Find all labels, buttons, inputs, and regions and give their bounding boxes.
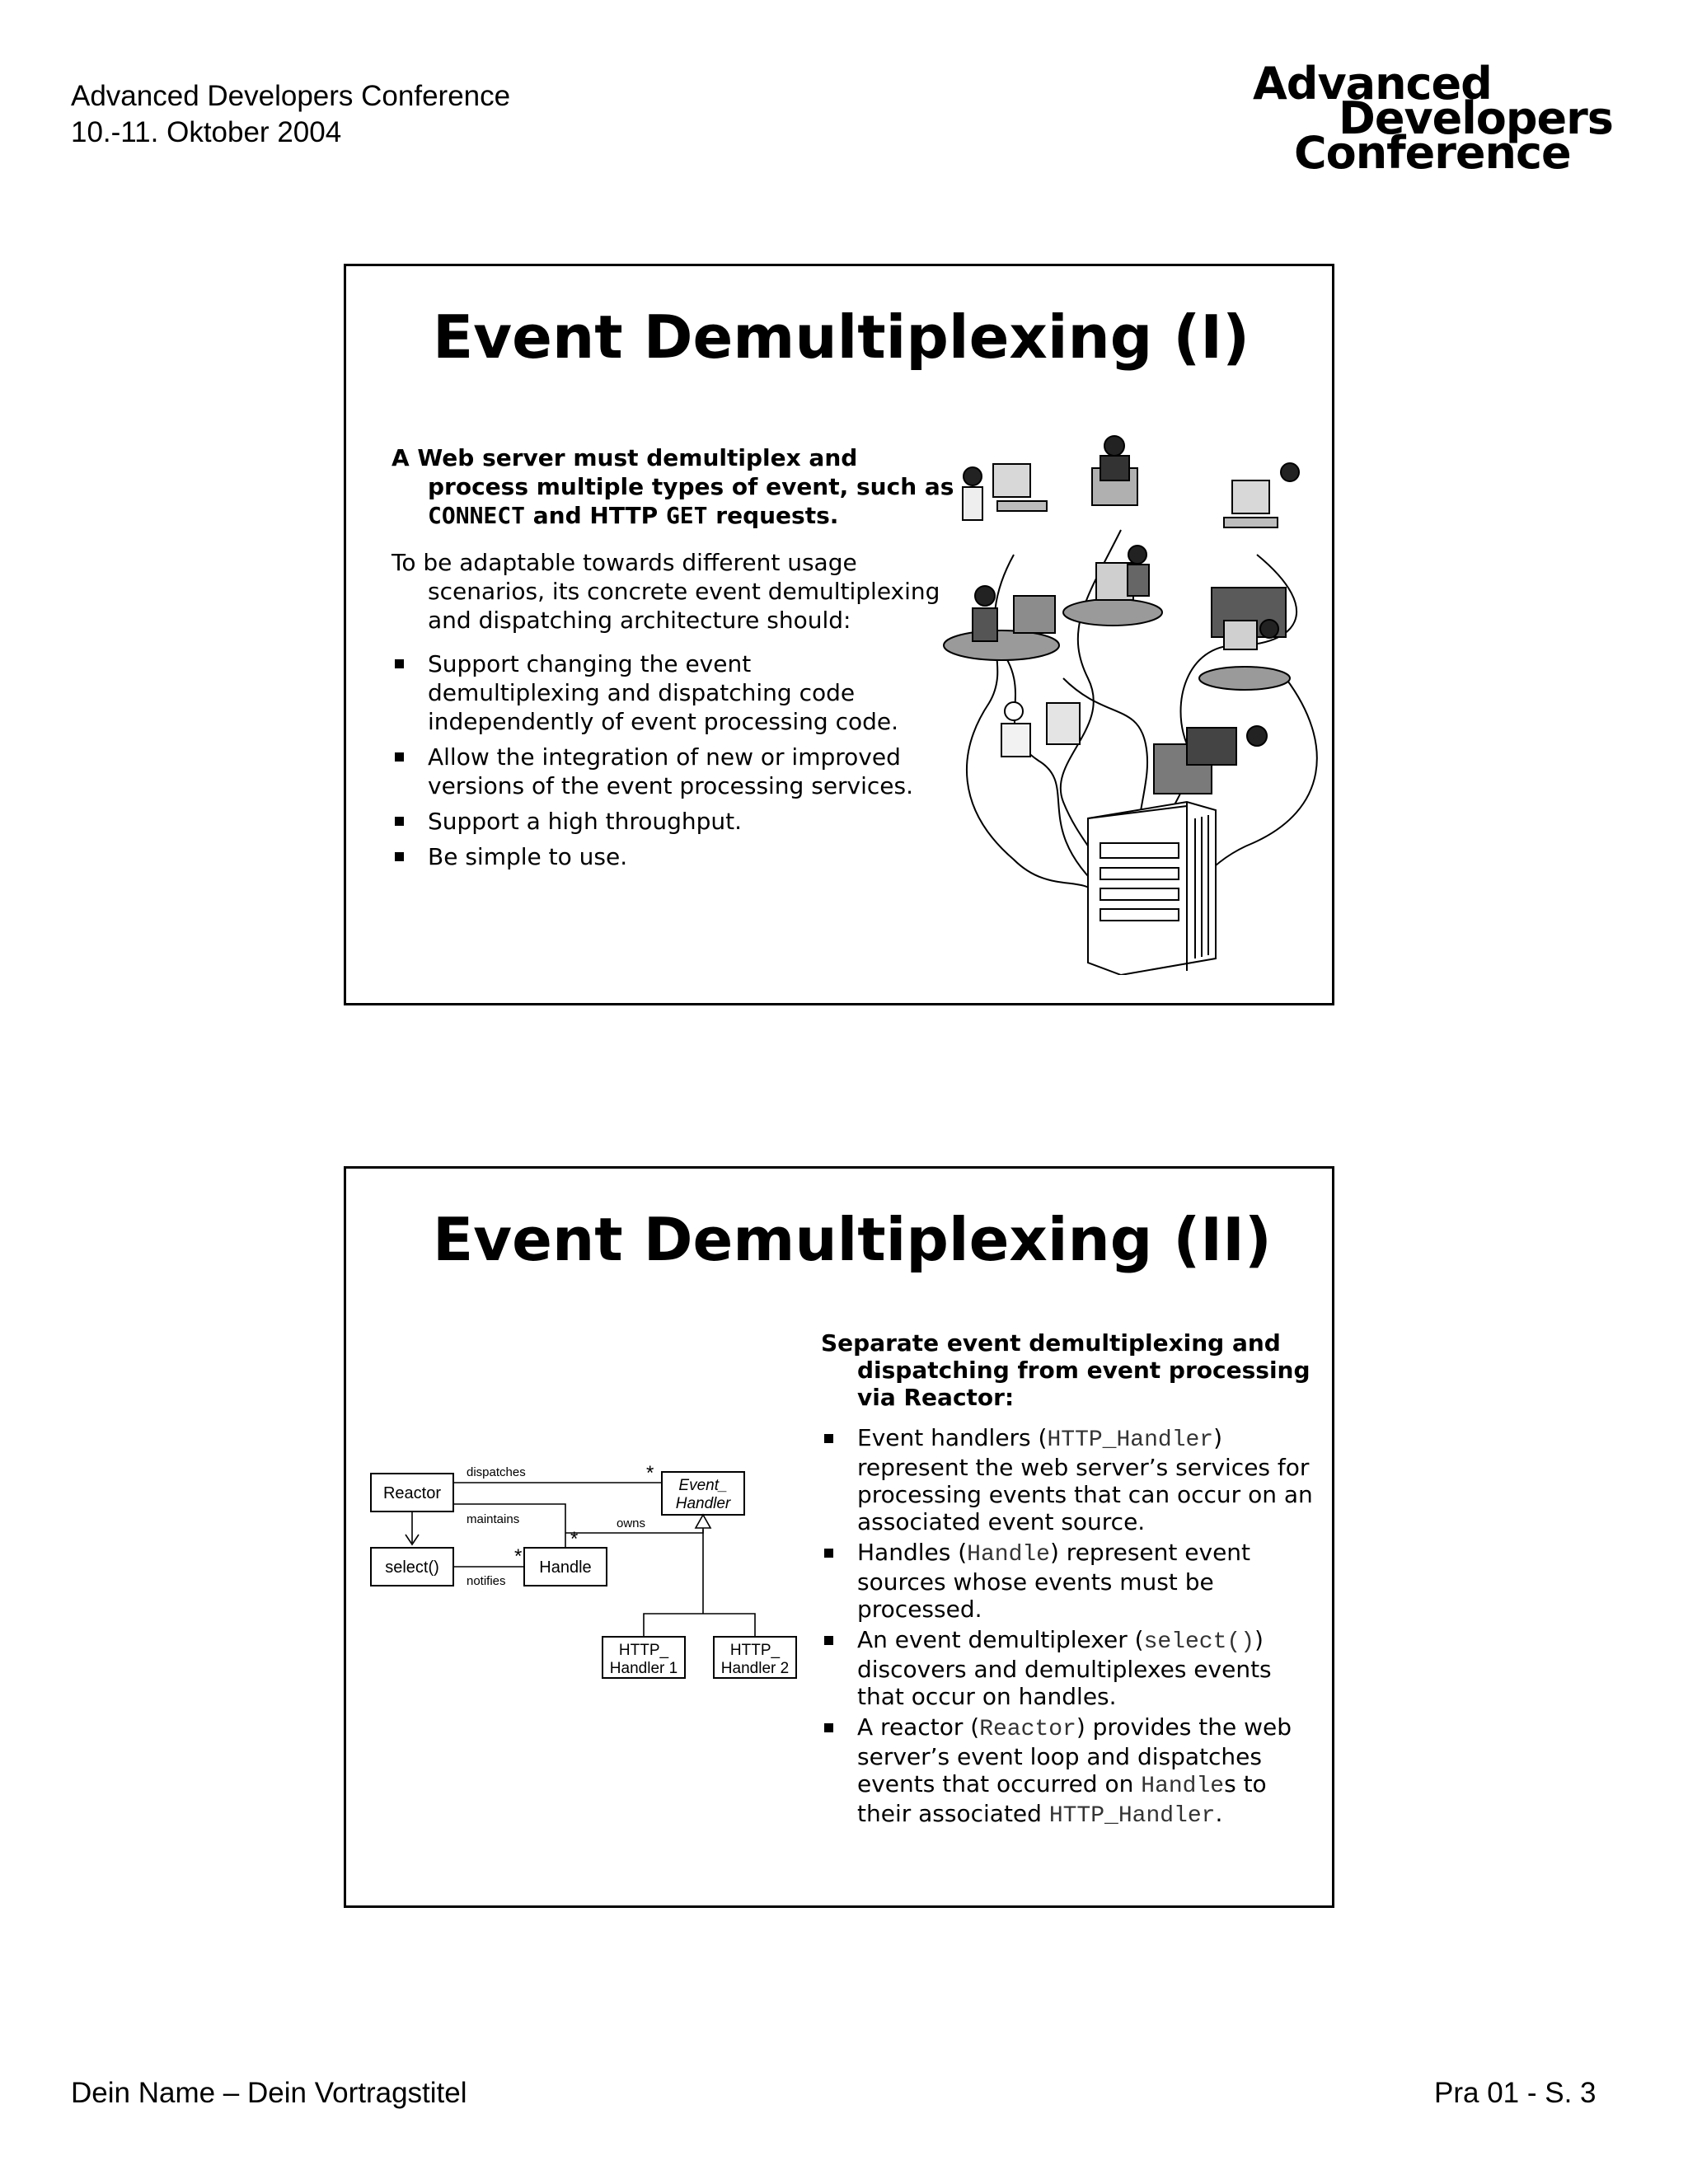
slide-2-title: Event Demultiplexing (II) (433, 1205, 1272, 1274)
slide-1-bullet: Be simple to use. (392, 842, 927, 871)
event-handler-label-1: Event_ (678, 1477, 728, 1494)
notifies-label: notifies (467, 1574, 506, 1588)
reactor-uml-diagram (369, 1457, 831, 1704)
slide-2-bullet: Handles (Handle) represent event sources whose events must be processed. (821, 1539, 1315, 1623)
logo-line-3: Conference (1294, 127, 1571, 179)
logo-line-1: Advanced (1253, 58, 1492, 110)
multiplicity-star: * (570, 1528, 579, 1550)
slide-1 (344, 264, 1334, 1005)
http-handler-2-label-1: HTTP_ (729, 1642, 781, 1659)
slide-1-paragraph: To be adaptable towards different usage scenarios, its concrete event demultiplexing and dispatching architecture should: (392, 549, 940, 634)
conference-dates: 10.-11. Oktober 2004 (71, 116, 342, 148)
slide-2-intro: Separate event demultiplexing and dispatching from event processing via Reactor: (821, 1329, 1311, 1411)
slide-1-title: Event Demultiplexing (I) (433, 302, 1250, 372)
http-handler-1-label-1: HTTP_ (618, 1642, 669, 1659)
slide-2 (344, 1166, 1334, 1908)
multiplicity-star: * (646, 1462, 654, 1484)
inheritance-branches (644, 1614, 755, 1637)
conference-logo (1253, 58, 1632, 179)
inheritance-triangle-icon (696, 1515, 710, 1528)
dispatches-label: dispatches (467, 1465, 526, 1479)
owns-label: owns (617, 1516, 646, 1530)
footer-right: Pra 01 - S. 3 (1434, 2077, 1597, 2109)
slide-1-bullet: Support a high throughput. (392, 807, 927, 836)
slide-1-intro: A Web server must demultiplex and process multiple types of event, such as CONNECT and HTTP GET requests. (392, 444, 954, 529)
slide-1-bullet-list (392, 649, 927, 878)
slide-2-bullet: A reactor (Reactor) provides the web server’s event loop and dispatches events that occurred on Handles to their associated HTTP_Handler. (821, 1713, 1315, 1830)
multiplicity-star: * (514, 1545, 523, 1568)
conference-name: Advanced Developers Conference (71, 80, 511, 112)
maintains-label: maintains (467, 1512, 520, 1526)
logo-line-2: Developers (1339, 92, 1613, 144)
slide-2-bullet: Event handlers (HTTP_Handler) represent the web server’s services for processing events that can occur on an associated event source. (821, 1424, 1315, 1535)
handle-label: Handle (539, 1558, 592, 1577)
select-label: select() (385, 1558, 439, 1577)
http-handler-1-label-2: Handler 1 (609, 1660, 678, 1677)
slide-2-bullet: An event demultiplexer (select()) discovers and demultiplexes events that occur on handles. (821, 1626, 1315, 1710)
event-handler-label-2: Handler (675, 1495, 731, 1512)
slide-2-bullet-list (821, 1424, 1315, 1833)
slide-1-bullet: Support changing the event demultiplexing and dispatching code independently of event processing code. (392, 649, 927, 736)
reactor-label: Reactor (382, 1484, 442, 1502)
slide-1-bullet: Allow the integration of new or improved versions of the event processing services. (392, 743, 927, 800)
network-clipart-illustration (940, 431, 1319, 975)
footer-left: Dein Name – Dein Vortragstitel (71, 2077, 467, 2109)
http-handler-2-label-2: Handler 2 (720, 1660, 790, 1677)
